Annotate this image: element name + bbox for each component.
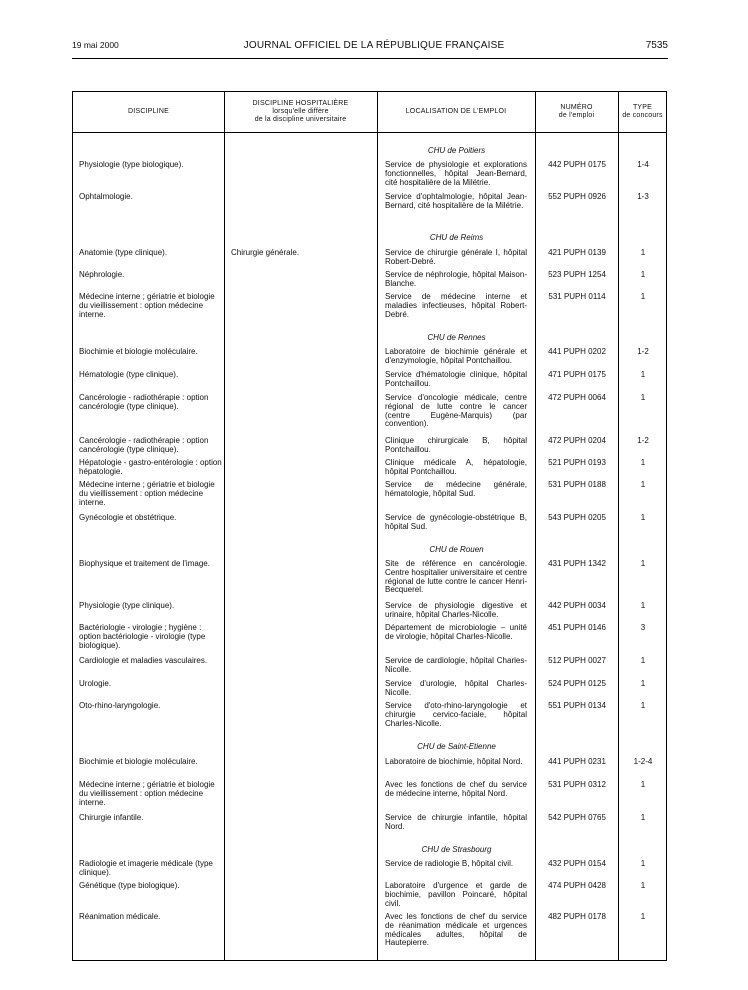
localisation-cell: Clinique médicale A, hépatologie, hôpital Pontchaillou. <box>385 458 527 476</box>
section-title: CHU de Saint-Etienne <box>417 742 496 751</box>
numero-cell: 472 PUPH 0204 <box>548 436 606 445</box>
column-divider <box>377 92 378 960</box>
discipline-cell: Physiologie (type clinique). <box>79 601 175 610</box>
type-cell: 1-4 <box>637 160 649 169</box>
localisation-cell: Laboratoire d'urgence et garde de biochimie, pavillon Poincaré, hôpital civil. <box>385 881 527 908</box>
discipline-cell: Cancérologie - radiothérapie : option cancérologie (type clinique). <box>79 393 209 411</box>
type-cell: 1 <box>640 480 646 489</box>
numero-cell: 524 PUPH 0125 <box>548 679 606 688</box>
localisation-cell: Service d'ophtalmologie, hôpital Jean-Bernard, cité hospitalière de la Milétrie. <box>385 192 527 210</box>
section-title: CHU de Strasbourg <box>421 845 492 854</box>
numero-cell: 552 PUPH 0926 <box>548 192 606 201</box>
numero-cell: 471 PUPH 0175 <box>548 370 606 379</box>
type-cell: 1-3 <box>637 192 649 201</box>
col-header-localisation: LOCALISATION DE L'EMPLOI <box>405 108 507 115</box>
localisation-cell: Avec les fonctions de chef du service de réanimation médicale et urgences médicales adultes, hôpital de Hautepierre. <box>385 912 527 948</box>
localisation-cell: Service d'hématologie clinique, hôpital Pontchaillou. <box>385 370 527 388</box>
localisation-cell: Laboratoire de biochimie générale et d'enzymologie, hôpital Pontchaillou. <box>385 347 527 365</box>
localisation-cell: Service de physiologie digestive et urinaire, hôpital Charles-Nicolle. <box>385 601 527 619</box>
localisation-cell: Site de référence en cancérologie. Centre hospitalier universitaire et centre régional de lutte contre le cancer Henri-Becquerel. <box>385 559 527 595</box>
discipline-cell: Biochimie et biologie moléculaire. <box>79 757 198 766</box>
type-cell: 1-2 <box>637 436 649 445</box>
numero-cell: 521 PUPH 0193 <box>548 458 606 467</box>
numero-cell: 531 PUPH 0312 <box>548 780 606 789</box>
type-cell: 1 <box>640 270 646 279</box>
discipline-cell: Médecine interne ; gériatrie et biologie du vieillissement : option médecine interne. <box>79 780 215 807</box>
localisation-cell: Service de néphrologie, hôpital Maison-Blanche. <box>385 270 527 288</box>
discipline-cell: Biochimie et biologie moléculaire. <box>79 347 198 356</box>
type-cell: 3 <box>640 623 646 632</box>
discipline-cell: Cardiologie et maladies vasculaires. <box>79 656 208 665</box>
numero-cell: 512 PUPH 0027 <box>548 656 606 665</box>
positions-table <box>72 91 667 961</box>
numero-cell: 432 PUPH 0154 <box>548 859 606 868</box>
discipline-cell: Biophysique et traitement de l'image. <box>79 559 210 568</box>
discipline-cell: Réanimation médicale. <box>79 912 161 921</box>
type-cell: 1 <box>640 370 646 379</box>
discipline-cell: Hépatologie - gastro-entérologie : option hépatologie. <box>79 458 222 476</box>
numero-cell: 441 PUPH 0231 <box>548 757 606 766</box>
type-cell: 1 <box>640 780 646 789</box>
hospital-discipline-cell: Chirurgie générale. <box>231 248 300 257</box>
column-divider <box>224 92 225 960</box>
localisation-cell: Service de cardiologie, hôpital Charles-Nicolle. <box>385 656 527 674</box>
type-cell: 1 <box>640 559 646 568</box>
discipline-cell: Hématologie (type clinique). <box>79 370 179 379</box>
discipline-cell: Urologie. <box>79 679 112 688</box>
numero-cell: 543 PUPH 0205 <box>548 513 606 522</box>
type-cell: 1 <box>640 393 646 402</box>
localisation-cell: Service d'urologie, hôpital Charles-Nicolle. <box>385 679 527 697</box>
discipline-cell: Chirurgie infantile. <box>79 813 144 822</box>
localisation-cell: Service de médecine générale, hématologie, hôpital Sud. <box>385 480 527 498</box>
type-cell: 1 <box>640 912 646 921</box>
col-header-hospital-discipline: DISCIPLINE HOSPITALIÈRE lorsqu'elle diffère de la discipline universitaire <box>252 100 349 123</box>
discipline-cell: Médecine interne ; gériatrie et biologie du vieillissement : option médecine interne. <box>79 480 215 507</box>
discipline-cell: Gynécologie et obstétrique. <box>79 513 177 522</box>
numero-cell: 542 PUPH 0765 <box>548 813 606 822</box>
numero-cell: 551 PUPH 0134 <box>548 701 606 710</box>
discipline-cell: Médecine interne ; gériatrie et biologie du vieillissement : option médecine interne. <box>79 292 215 319</box>
page-number: 7535 <box>645 40 668 51</box>
numero-cell: 474 PUPH 0428 <box>548 881 606 890</box>
discipline-cell: Ophtalmologie. <box>79 192 133 201</box>
section-title: CHU de Rennes <box>427 333 486 342</box>
type-cell: 1-2-4 <box>633 757 653 766</box>
localisation-cell: Service de chirurgie générale I, hôpital Robert-Debré. <box>385 248 527 266</box>
discipline-cell: Anatomie (type clinique). <box>79 248 168 257</box>
localisation-cell: Service d'oncologie médicale, centre régional de lutte contre le cancer (centre Eugène-Marquis) (par convention). <box>385 393 527 429</box>
localisation-cell: Service de médecine interne et maladies infectieuses, hôpital Robert-Debré. <box>385 292 527 319</box>
type-cell: 1 <box>640 458 646 467</box>
discipline-cell: Bactériologie - virologie ; hygiène : option bactériologie - virologie (type biologique). <box>79 623 206 650</box>
discipline-cell: Génétique (type biologique). <box>79 881 180 890</box>
discipline-cell: Cancérologie - radiothérapie : option cancérologie (type clinique). <box>79 436 209 454</box>
numero-cell: 441 PUPH 0202 <box>548 347 606 356</box>
column-divider <box>618 92 619 960</box>
localisation-cell: Service de chirurgie infantile, hôpital Nord. <box>385 813 527 831</box>
numero-cell: 482 PUPH 0178 <box>548 912 606 921</box>
localisation-cell: Laboratoire de biochimie, hôpital Nord. <box>385 757 523 766</box>
numero-cell: 431 PUPH 1342 <box>548 559 606 568</box>
section-title: CHU de Rouen <box>429 545 484 554</box>
type-cell: 1 <box>640 513 646 522</box>
type-cell: 1 <box>640 701 646 710</box>
numero-cell: 531 PUPH 0114 <box>548 292 606 301</box>
type-cell: 1 <box>640 813 646 822</box>
localisation-cell: Service de radiologie B, hôpital civil. <box>385 859 514 868</box>
type-cell: 1 <box>640 656 646 665</box>
col-header-numero: NUMÉRO de l'emploi <box>558 104 595 119</box>
section-title: CHU de Poitiers <box>427 146 486 155</box>
type-cell: 1 <box>640 292 646 301</box>
type-cell: 1 <box>640 248 646 257</box>
numero-cell: 451 PUPH 0146 <box>548 623 606 632</box>
discipline-cell: Oto-rhino-laryngologie. <box>79 701 161 710</box>
numero-cell: 442 PUPH 0034 <box>548 601 606 610</box>
section-title: CHU de Reims <box>429 233 484 242</box>
localisation-cell: Département de microbiologie – unité de virologie, hôpital Charles-Nicolle. <box>385 623 527 641</box>
numero-cell: 442 PUPH 0175 <box>548 160 606 169</box>
header-rule <box>72 58 668 59</box>
type-cell: 1 <box>640 679 646 688</box>
localisation-cell: Service d'oto-rhino-laryngologie et chirurgie cervico-faciale, hôpital Charles-Nicolle. <box>385 701 527 728</box>
localisation-cell: Service de physiologie et explorations fonctionnelles, hôpital Jean-Bernard, cité hospitalière de la Milétrie. <box>385 160 527 187</box>
header-date: 19 mai 2000 <box>72 40 119 50</box>
numero-cell: 472 PUPH 0064 <box>548 393 606 402</box>
type-cell: 1 <box>640 881 646 890</box>
col-header-type: TYPE de concours <box>622 104 663 119</box>
type-cell: 1 <box>640 859 646 868</box>
journal-title: JOURNAL OFFICIEL DE LA RÉPUBLIQUE FRANÇAISE <box>243 40 505 51</box>
col-header-discipline: DISCIPLINE <box>128 108 169 115</box>
column-divider <box>535 92 536 960</box>
numero-cell: 523 PUPH 1254 <box>548 270 606 279</box>
type-cell: 1-2 <box>637 347 649 356</box>
localisation-cell: Service de gynécologie-obstétrique B, hôpital Sud. <box>385 513 527 531</box>
header-divider <box>73 132 666 133</box>
discipline-cell: Néphrologie. <box>79 270 125 279</box>
localisation-cell: Clinique chirurgicale B, hôpital Pontchaillou. <box>385 436 527 454</box>
localisation-cell: Avec les fonctions de chef du service de médecine interne, hôpital Nord. <box>385 780 527 798</box>
numero-cell: 421 PUPH 0139 <box>548 248 606 257</box>
type-cell: 1 <box>640 601 646 610</box>
numero-cell: 531 PUPH 0188 <box>548 480 606 489</box>
discipline-cell: Physiologie (type biologique). <box>79 160 184 169</box>
discipline-cell: Radiologie et imagerie médicale (type clinique). <box>79 859 213 877</box>
